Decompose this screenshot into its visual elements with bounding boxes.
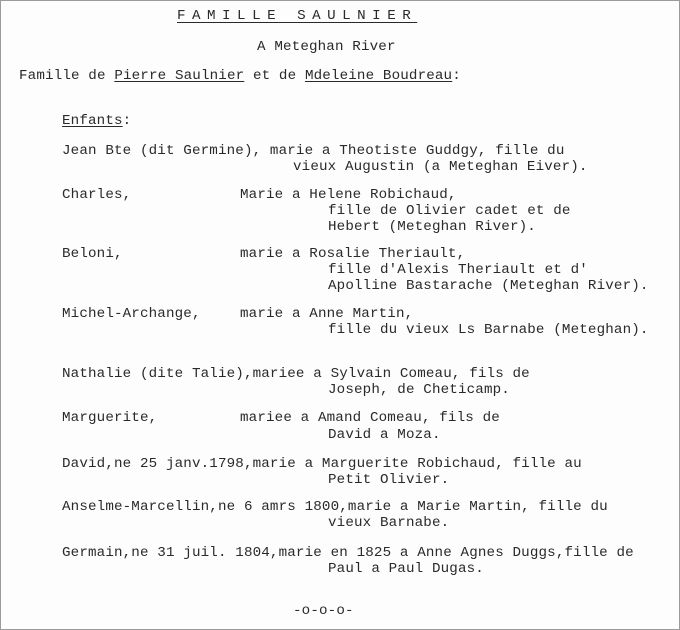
- family-header-middle: et de: [244, 68, 305, 84]
- place-line: A Meteghan River: [257, 39, 396, 55]
- entry-michel-archange-name: Michel-Archange,: [62, 306, 201, 322]
- mother-name: Mdeleine Boudreau: [304, 68, 453, 84]
- entry-nathalie-line-1: Nathalie (dite Talie),mariee a Sylvain Comeau, fils de: [62, 366, 530, 382]
- entry-marguerite-spouse: mariee a Amand Comeau, fils de: [240, 410, 500, 426]
- entry-germain-line-1: Germain,ne 31 juil. 1804,marie en 1825 a Anne Agnes Duggs,fille de: [62, 545, 634, 561]
- entry-marguerite-line-2: David a Moza.: [328, 427, 441, 443]
- entry-anselme-marcellin-line-2: vieux Barnabe.: [328, 515, 450, 531]
- children-heading: [62, 112, 131, 130]
- family-header: [19, 67, 461, 85]
- entry-david-line-2: Petit Olivier.: [328, 472, 450, 488]
- entry-charles-line-3: Hebert (Meteghan River).: [328, 219, 536, 235]
- entry-jean-bte-line-1: Jean Bte (dit Germine), marie a Theotiste Guddgy, fille du: [62, 143, 565, 159]
- end-mark: -o-o-o-: [293, 603, 354, 619]
- entry-charles-line-2: fille de Olivier cadet et de: [328, 203, 571, 219]
- entry-beloni-name: Beloni,: [62, 246, 123, 262]
- entry-nathalie-line-2: Joseph, de Cheticamp.: [328, 382, 510, 398]
- entry-beloni-spouse: marie a Rosalie Theriault,: [240, 246, 466, 262]
- father-name: Pierre Saulnier: [114, 68, 245, 84]
- entry-charles-name: Charles,: [62, 187, 132, 203]
- document-title: FAMILLE SAULNIER: [177, 8, 418, 24]
- entry-germain-line-2: Paul a Paul Dugas.: [328, 561, 484, 577]
- entry-michel-archange-spouse: marie a Anne Martin,: [240, 306, 414, 322]
- entry-anselme-marcellin-line-1: Anselme-Marcellin,ne 6 amrs 1800,marie a Marie Martin, fille du: [62, 499, 608, 515]
- family-header-prefix: Famille de: [19, 68, 115, 84]
- entry-charles-spouse: Marie a Helene Robichaud,: [240, 187, 457, 203]
- children-label-suffix: :: [122, 113, 132, 129]
- entry-michel-archange-line-2: fille du vieux Ls Barnabe (Meteghan).: [328, 322, 649, 338]
- children-label: Enfants: [62, 113, 123, 129]
- family-header-suffix: :: [452, 68, 461, 84]
- entry-david-line-1: David,ne 25 janv.1798,marie a Marguerite Robichaud, fille au: [62, 456, 582, 472]
- entry-marguerite-name: Marguerite,: [62, 410, 158, 426]
- entry-beloni-line-3: Apolline Bastarache (Meteghan River).: [328, 278, 649, 294]
- entry-jean-bte-line-2: vieux Augustin (a Meteghan Eiver).: [293, 159, 588, 175]
- entry-beloni-line-2: fille d'Alexis Theriault et d': [328, 262, 588, 278]
